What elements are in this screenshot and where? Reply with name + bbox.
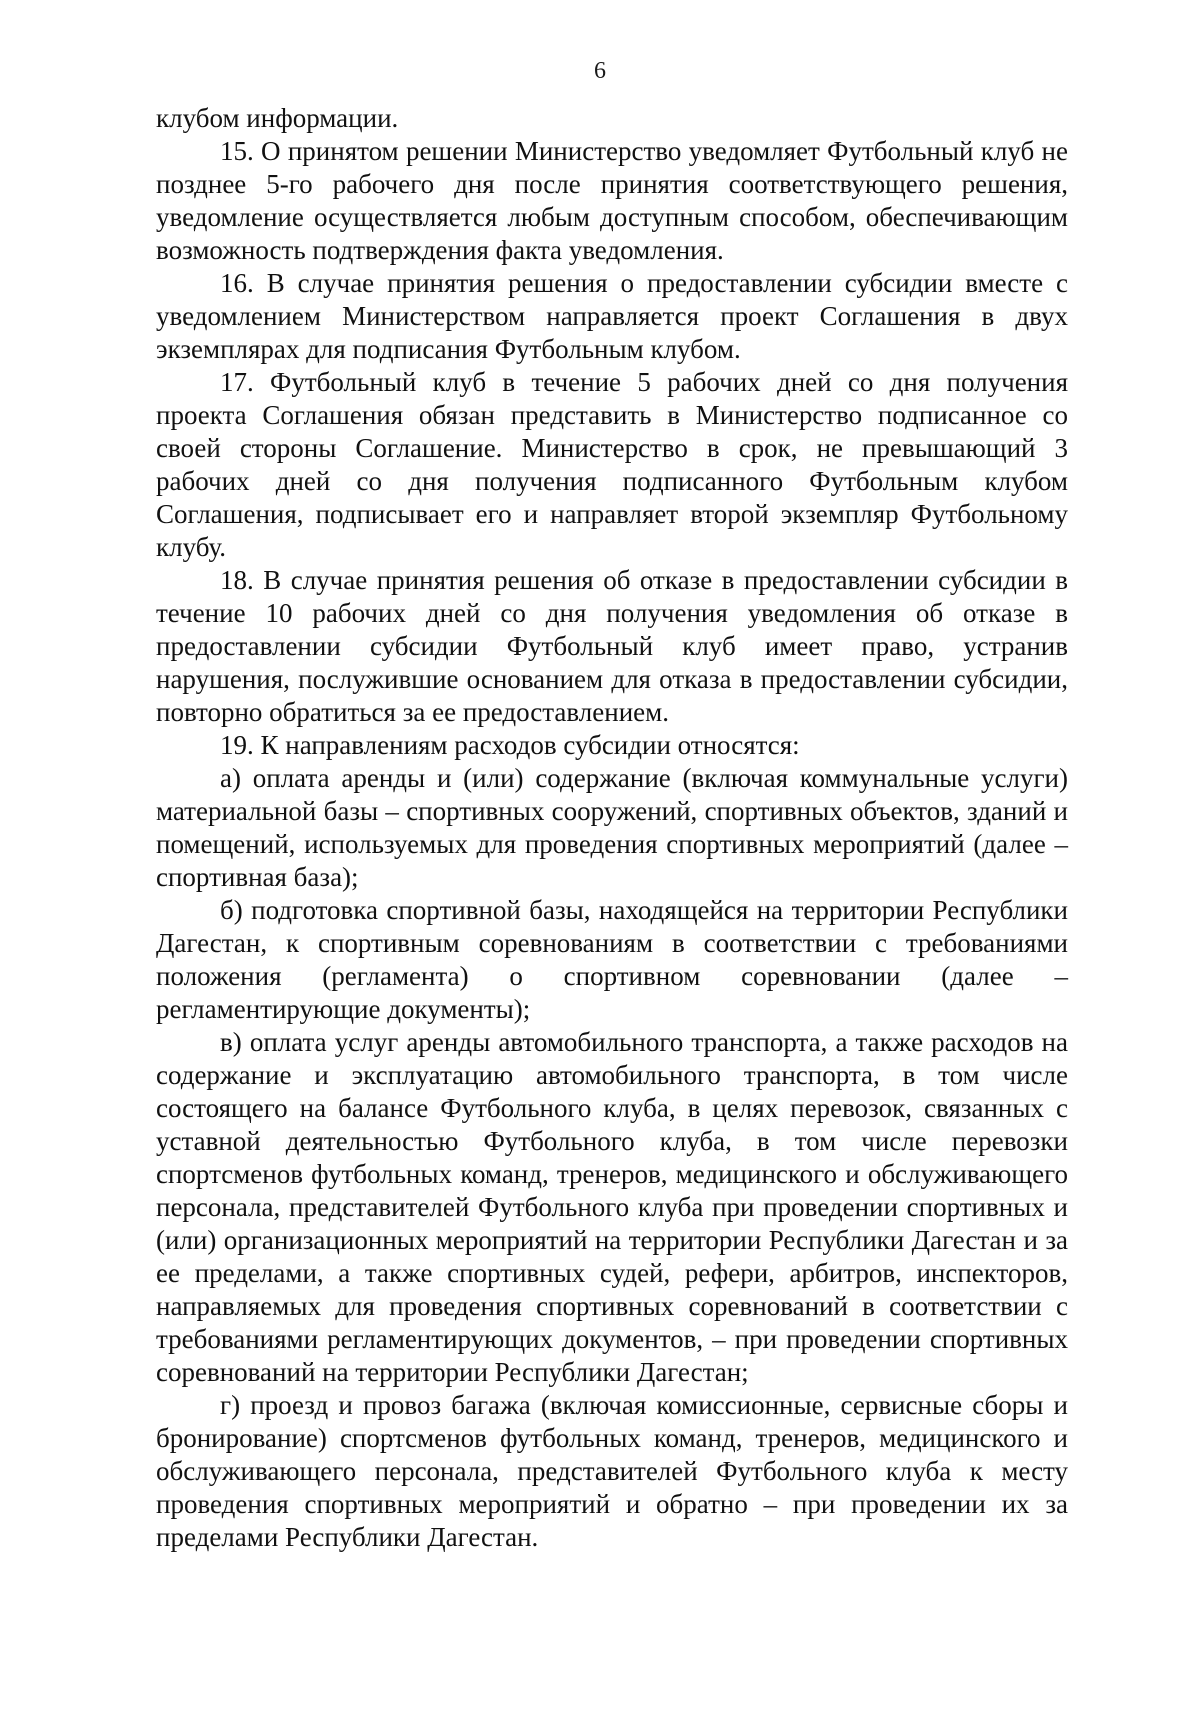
subitem-a: а) оплата аренды и (или) содержание (включая коммунальные услуги) материальной базы – спортивных сооружений, спортивных объектов, зданий и помещений, используемых для проведения спортивных мероприятий (далее – спортивная база); (156, 763, 1068, 892)
page-number: 6 (594, 58, 606, 84)
paragraph-item-16: 16. В случае принятия решения о предоставлении субсидии вместе с уведомлением Министерством направляется проект Соглашения в двух экземплярах для подписания Футбольным клубом. (156, 268, 1068, 364)
subitem-v: в) оплата услуг аренды автомобильного транспорта, а также расходов на содержание и эксплуатацию автомобильного транспорта, в том числе состоящего на балансе Футбольного клуба, в целях перевозок, связанных с уставной деятельностью Футбольного клуба, в том числе перевозки спортсменов футбольных команд, тренеров, медицинского и обслуживающего персонала, представителей Футбольного клуба при проведении спортивных и (или) организационных мероприятий на территории Республики Дагестан и за ее пределами, а также спортивных судей, рефери, арбитров, инспекторов, направляемых для проведения спортивных соревнований в соответствии с требованиями регламентирующих документов, – при проведении спортивных соревнований на территории Республики Дагестан; (156, 1027, 1068, 1387)
subitem-g: г) проезд и провоз багажа (включая комиссионные, сервисные сборы и бронирование) спортсменов футбольных команд, тренеров, медицинского и обслуживающего персонала, представителей Футбольного клуба к месту проведения спортивных мероприятий и обратно – при проведении их за пределами Республики Дагестан. (156, 1390, 1068, 1552)
paragraph-item-18: 18. В случае принятия решения об отказе в предоставлении субсидии в течение 10 рабочих дней со дня получения уведомления об отказе в предоставлении субсидии Футбольный клуб имеет право, устранив нарушения, послужившие основанием для отказа в предоставлении субсидии, повторно обратиться за ее предоставлением. (156, 565, 1068, 727)
paragraph-item-19: 19. К направлениям расходов субсидии относятся: (220, 730, 800, 760)
paragraph-continuation: клубом информации. (156, 103, 399, 133)
paragraph-item-17: 17. Футбольный клуб в течение 5 рабочих дней со дня получения проекта Соглашения обязан представить в Министерство подписанное со своей стороны Соглашение. Министерство в срок, не превышающий 3 рабочих дней со дня получения подписанного Футбольным клубом Соглашения, подписывает его и направляет второй экземпляр Футбольному клубу. (156, 367, 1068, 562)
document-body (156, 102, 1068, 1554)
subitem-b: б) подготовка спортивной базы, находящейся на территории Республики Дагестан, к спортивным соревнованиям в соответствии с требованиями положения (регламента) о спортивном соревновании (далее – регламентирующие документы); (156, 895, 1068, 1024)
paragraph-item-15: 15. О принятом решении Министерство уведомляет Футбольный клуб не позднее 5-го рабочего дня после принятия соответствующего решения, уведомление осуществляется любым доступным способом, обеспечивающим возможность подтверждения факта уведомления. (156, 136, 1068, 265)
